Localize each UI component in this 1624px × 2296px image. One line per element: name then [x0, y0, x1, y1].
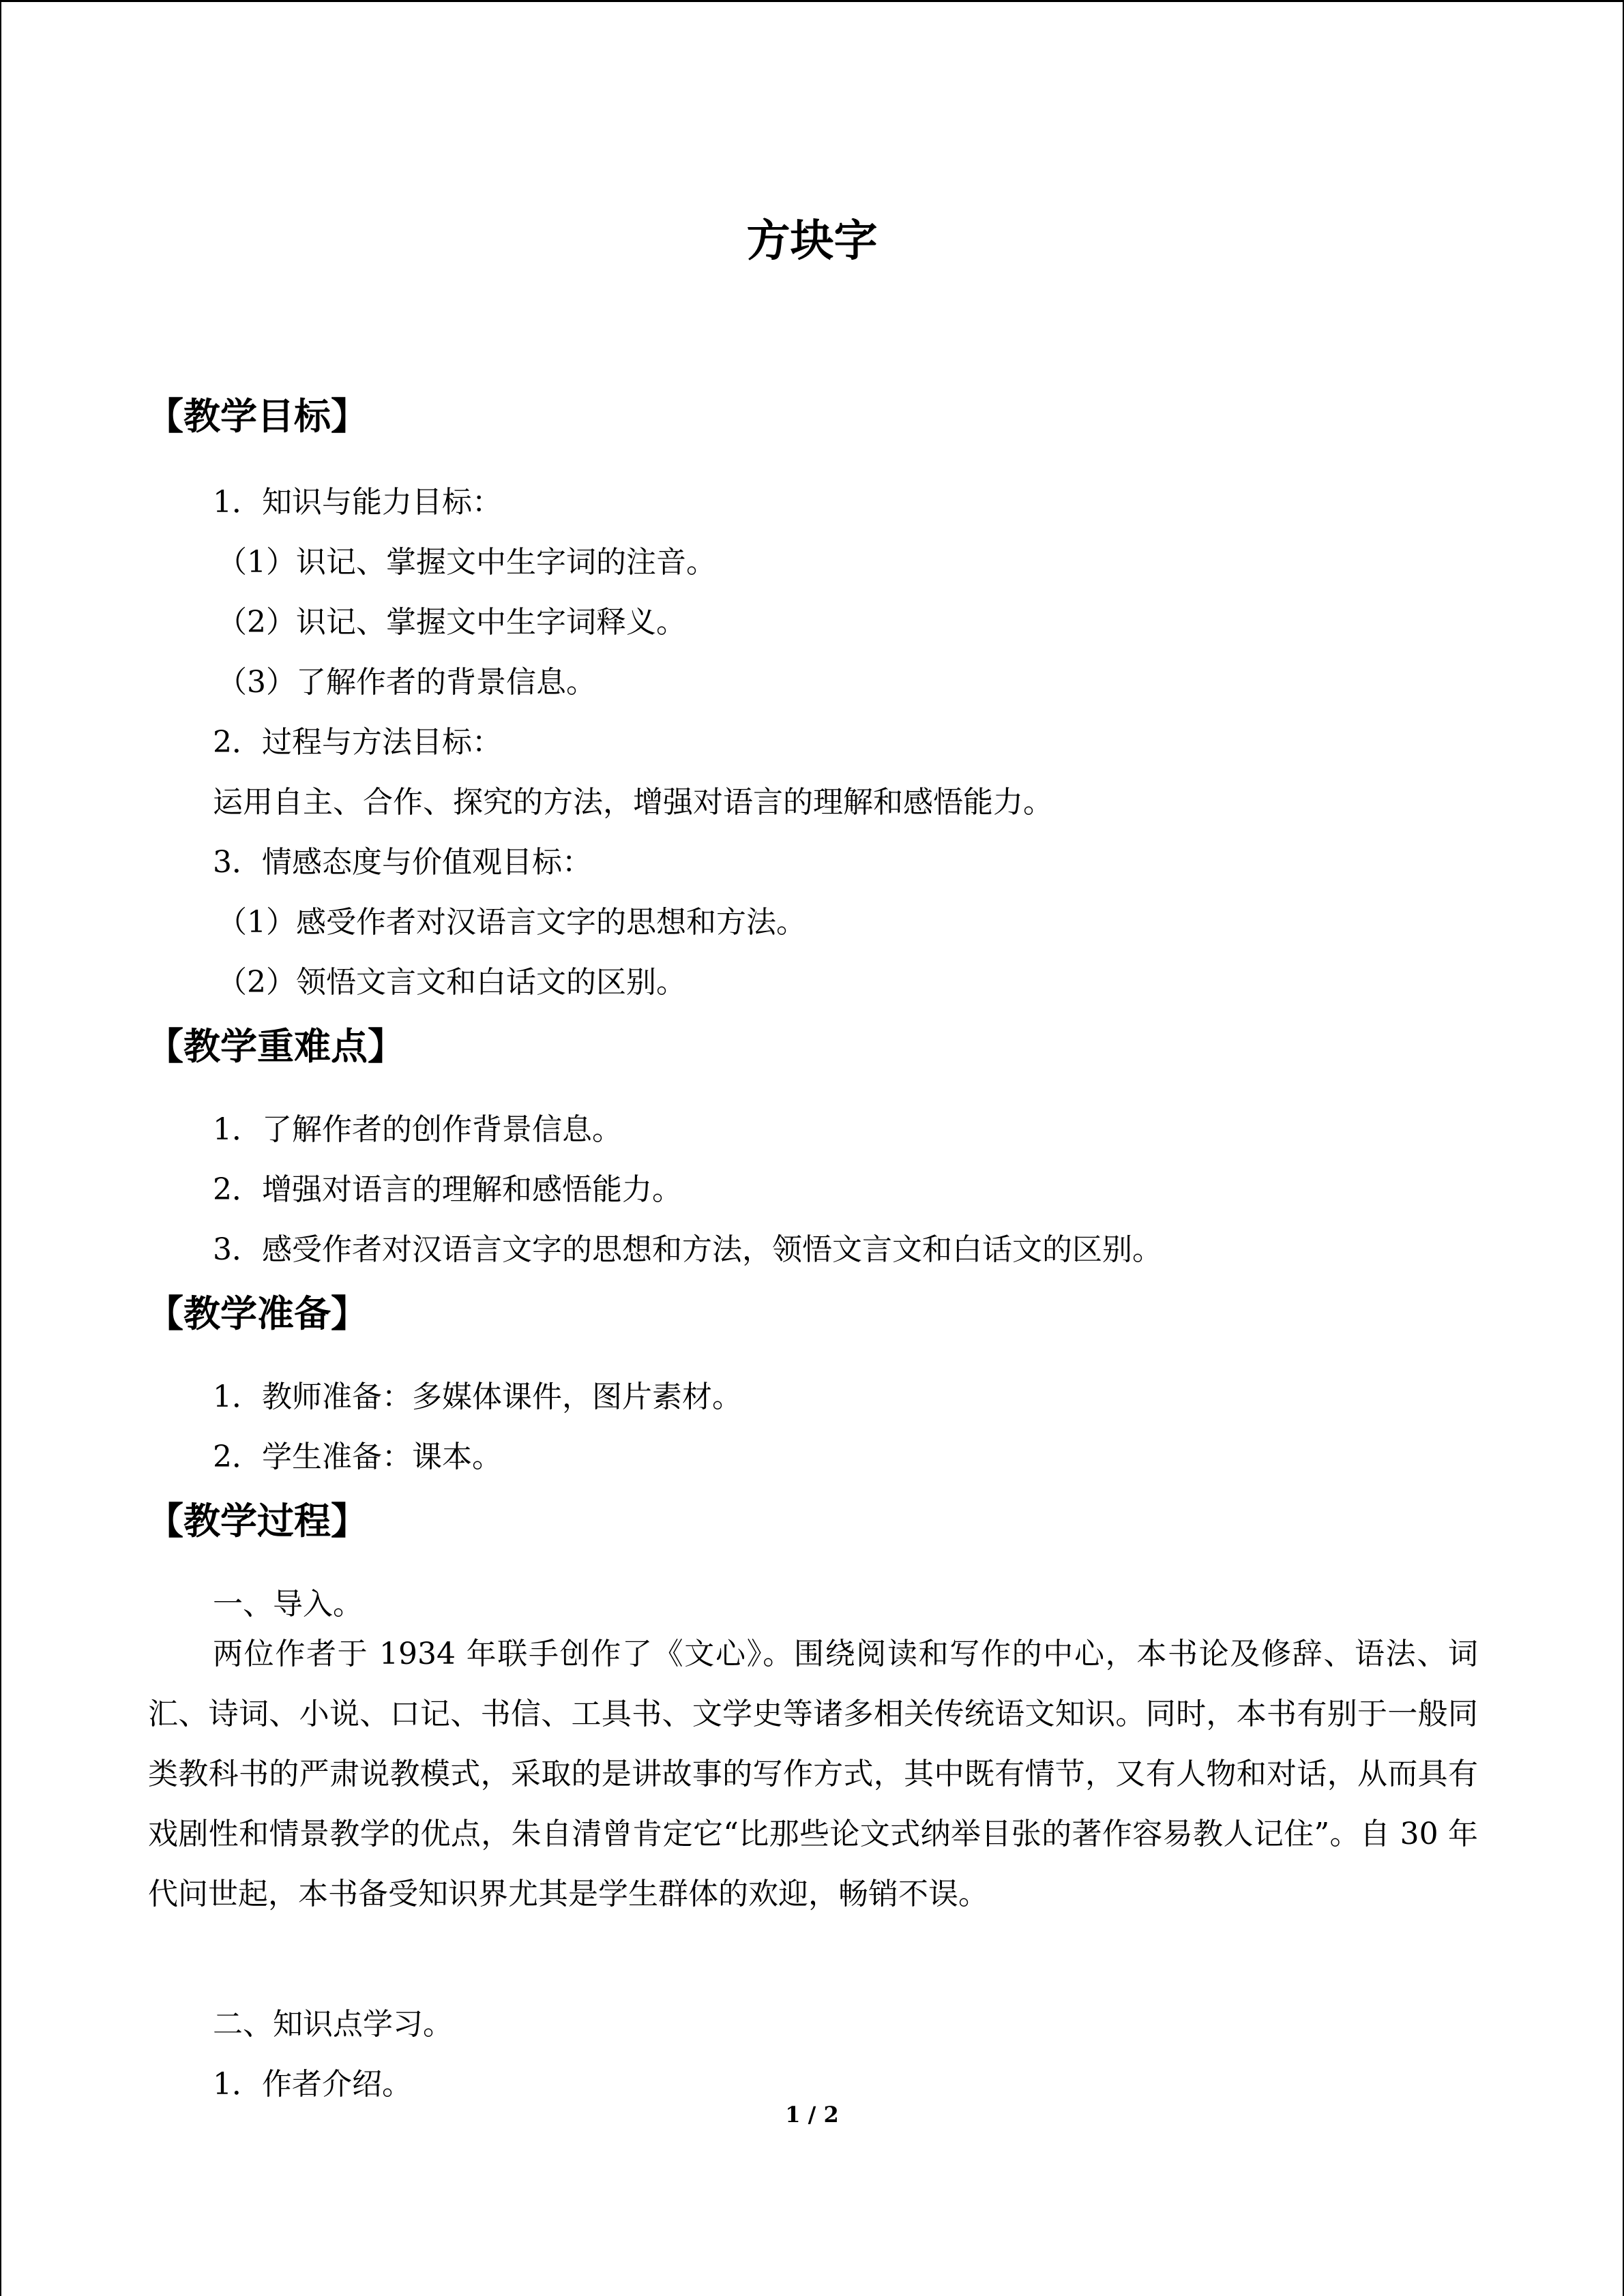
- intro-label: 一、导入。: [213, 1587, 363, 1622]
- goals-item: （3）了解作者的背景信息。: [217, 665, 596, 700]
- author-intro-label: 1．作者介绍。: [213, 2067, 412, 2102]
- goals-item: 运用自主、合作、探究的方法，增强对语言的理解和感悟能力。: [213, 785, 1053, 820]
- keypoints-item: 1．了解作者的创作背景信息。: [213, 1112, 622, 1147]
- preparation-item: 2．学生准备：课本。: [213, 1440, 502, 1474]
- keypoints-heading: 【教学重难点】: [147, 1024, 404, 1068]
- page-title: 方块字: [746, 215, 878, 267]
- goals-item: （2）领悟文言文和白话文的区别。: [217, 965, 686, 1000]
- process-heading: 【教学过程】: [147, 1499, 368, 1542]
- knowledge-label: 二、知识点学习。: [213, 2007, 453, 2042]
- goals-item: （1）感受作者对汉语言文字的思想和方法。: [217, 905, 806, 940]
- preparation-item: 1．教师准备：多媒体课件，图片素材。: [213, 1380, 742, 1414]
- goals-item: 2．过程与方法目标：: [213, 725, 502, 760]
- goals-item: 3．情感态度与价值观目标：: [213, 845, 592, 880]
- keypoints-item: 2．增强对语言的理解和感悟能力。: [213, 1172, 682, 1207]
- preparation-heading: 【教学准备】: [147, 1292, 368, 1335]
- intro-paragraph: 两位作者于 1934 年联手创作了《文心》。围绕阅读和写作的中心，本书论及修辞、语法、词汇、诗词、小说、口记、书信、工具书、文学史等诸多相关传统语文知识。同时，本书有别于一般同类教科书的严肃说教模式，采取的是讲故事的写作方式，其中既有情节，又有人物和对话，从而具有戏剧性和情景教学的优点，朱自清曾肯定它“比那些论文式纳举目张的著作容易教人记住”。自 30 年代问世起，本书备受知识界尤其是学生群体的欢迎，畅销不误。: [148, 1637, 1478, 1911]
- goals-item: （1）识记、掌握文中生字词的注音。: [217, 545, 716, 580]
- page-number: 1 / 2: [785, 2102, 839, 2128]
- page-top-border: [0, 0, 1624, 2]
- goals-heading: 【教学目标】: [147, 394, 368, 438]
- goals-item: 1．知识与能力目标：: [213, 485, 502, 520]
- keypoints-item: 3．感受作者对汉语言文字的思想和方法，领悟文言文和白话文的区别。: [213, 1232, 1162, 1267]
- page-left-border: [0, 0, 1, 2296]
- goals-item: （2）识记、掌握文中生字词释义。: [217, 605, 686, 640]
